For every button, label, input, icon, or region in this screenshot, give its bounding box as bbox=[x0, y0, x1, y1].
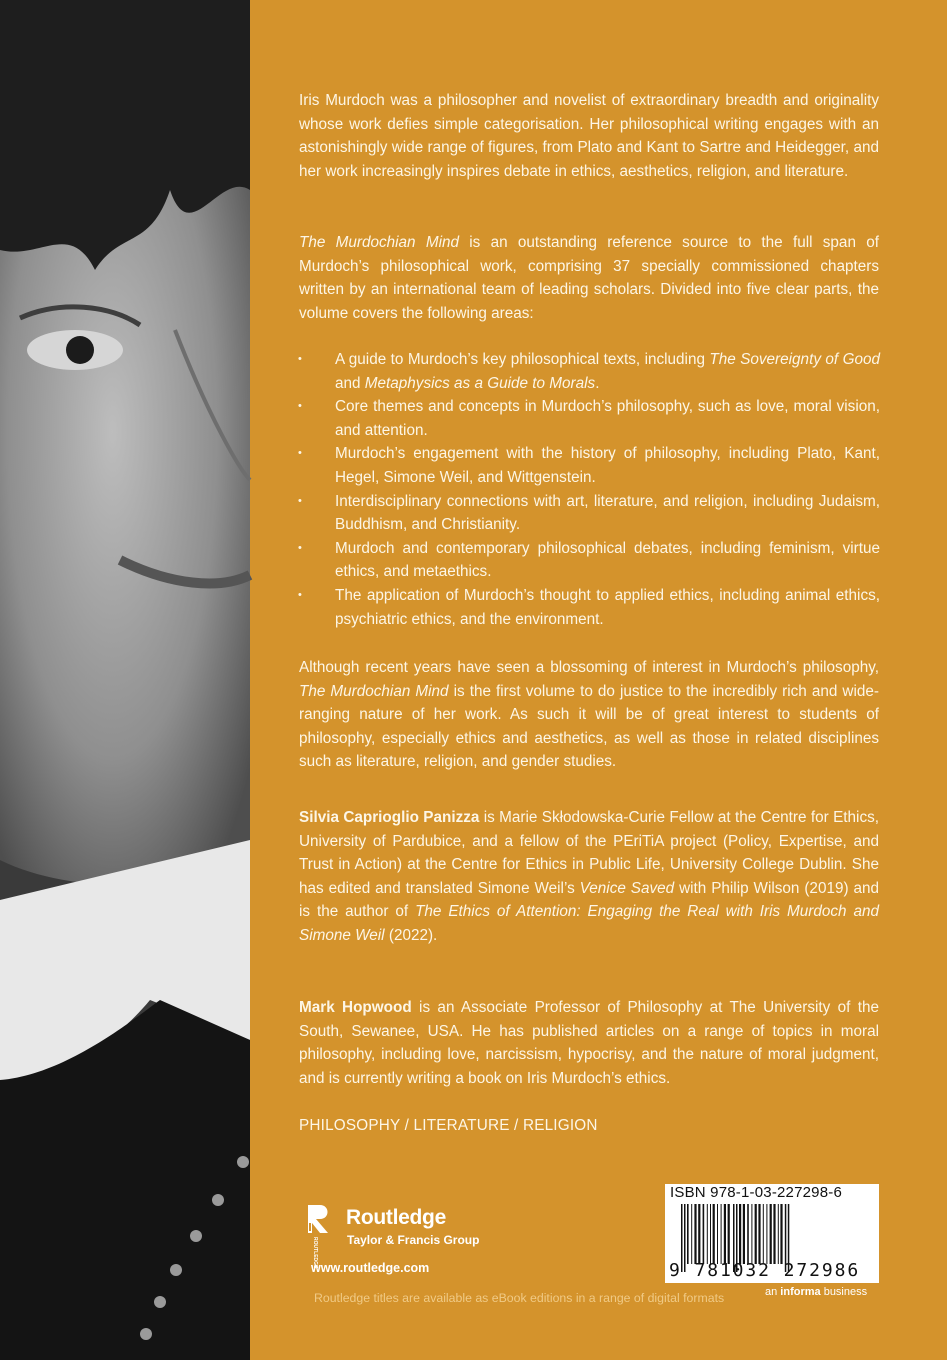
author-name: Mark Hopwood bbox=[299, 999, 412, 1016]
list-item: • A guide to Murdoch’s key philosophical texts, including The Sovereignty of Good and Metaphysics as a Guide to Morals. bbox=[290, 348, 880, 395]
barcode-bar bbox=[770, 1204, 772, 1264]
isbn-barcode bbox=[665, 1184, 879, 1283]
barcode-bar bbox=[751, 1204, 752, 1264]
routledge-logo-icon bbox=[306, 1203, 336, 1269]
publisher-group: Taylor & Francis Group bbox=[347, 1233, 480, 1247]
barcode-bar bbox=[707, 1204, 708, 1264]
barcode-digits: 9 781032 272986 bbox=[669, 1260, 861, 1281]
ebook-note: Routledge titles are available as eBook editions in a range of digital formats bbox=[314, 1291, 725, 1305]
list-item: • The application of Murdoch’s thought to applied ethics, including animal ethics, psychiatric ethics, and the environment. bbox=[290, 584, 880, 631]
list-item: • Murdoch and contemporary philosophical debates, including feminism, virtue ethics, and metaethics. bbox=[290, 537, 880, 584]
back-cover-text-panel bbox=[250, 0, 947, 1360]
book-title: The Murdochian Mind bbox=[299, 234, 459, 251]
barcode-bar bbox=[766, 1204, 767, 1264]
list-item: • Murdoch’s engagement with the history of philosophy, including Plato, Kant, Hegel, Simone Weil, and Wittgenstein. bbox=[290, 442, 880, 489]
barcode-bar bbox=[717, 1204, 718, 1264]
barcode-bar bbox=[728, 1204, 730, 1264]
logo-vertical-text: ROUTLEDGE bbox=[312, 1237, 318, 1269]
barcode-bar bbox=[698, 1204, 700, 1264]
author-bio-panizza: Silvia Caprioglio Panizza is Marie Skłodowska-Curie Fellow at the Centre for Ethics, University of Pardubice, and a fellow of the PEriTiA project (Policy, Expertise, and Trust in Action) at the Centre for Ethics in Public Life, University College Dublin. She has edited and translated Simone Weil’s Venice Saved with Philip Wilson (2019) and is the author of The Ethics of Attention: Engaging the Real with Iris Murdoch and Simone Weil (2022). bbox=[299, 809, 879, 944]
summary-paragraph: Although recent years have seen a blossoming of interest in Murdoch’s philosophy, The Murdochian Mind is the first volume to do justice to the incredibly rich and wide-ranging nature of her work. As such it will be of great interest to students of philosophy, especially ethics and aesthetics, as well as those in related disciplines such as literature, religion, and gender studies. bbox=[299, 659, 879, 771]
list-item: • Core themes and concepts in Murdoch’s philosophy, such as love, moral vision, and attention. bbox=[290, 395, 880, 442]
barcode-bar bbox=[691, 1204, 692, 1264]
barcode-bar bbox=[724, 1204, 726, 1264]
publisher-name: Routledge bbox=[346, 1206, 446, 1229]
author-name: Silvia Caprioglio Panizza bbox=[299, 809, 480, 826]
portrait-illustration bbox=[0, 0, 250, 1360]
subject-categories: PHILOSOPHY / LITERATURE / RELIGION bbox=[299, 1117, 598, 1134]
barcode-bar bbox=[780, 1204, 782, 1264]
author-bio-hopwood: Mark Hopwood is an Associate Professor of Philosophy at The University of the South, Sewanee, USA. He has published articles on a range of topics in moral philosophy, including love, narcissism, hypocrisy, and the nature of moral judgment, and is currently writing a book on Iris Murdoch’s ethics. bbox=[299, 999, 879, 1087]
barcode-bar bbox=[743, 1204, 745, 1264]
barcode-bar bbox=[703, 1204, 705, 1264]
barcode-bar bbox=[763, 1204, 764, 1264]
intro-paragraph: Iris Murdoch was a philosopher and novelist of extraordinary breadth and originality whose work defies simple categorisation. Her philosophical writing engages with an astonishingly wide range of figures, from Plato and Kant to Sartre and Heidegger, and her work increasingly inspires debate in ethics, aesthetics, religion, and literature. bbox=[299, 92, 879, 180]
cover-photo-portrait bbox=[0, 0, 250, 1360]
list-item: • Interdisciplinary connections with art, literature, and religion, including Judaism, Buddhism, and Christianity. bbox=[290, 490, 880, 537]
topics-list bbox=[290, 348, 880, 631]
barcode-bar bbox=[687, 1204, 689, 1264]
barcode-bar bbox=[778, 1204, 779, 1264]
barcode-bar bbox=[713, 1204, 715, 1264]
barcode-bar bbox=[710, 1204, 711, 1264]
overview-text: is an outstanding reference source to the full span of Murdoch’s philosophical work, comprising 37 specially commissioned chapters written by an international team of leading scholars. Divided into five clear parts, the volume covers the following areas: bbox=[299, 234, 879, 322]
overview-paragraph bbox=[299, 231, 879, 325]
barcode-bar bbox=[694, 1204, 696, 1264]
barcode-bar bbox=[747, 1204, 749, 1264]
publisher-website[interactable]: www.routledge.com bbox=[311, 1261, 430, 1275]
barcode-bar bbox=[739, 1204, 741, 1264]
barcode-bar bbox=[773, 1204, 775, 1264]
barcode-bar bbox=[758, 1204, 760, 1264]
informa-business-line: an informa business bbox=[765, 1286, 868, 1298]
barcode-bar bbox=[755, 1204, 757, 1264]
barcode-bar bbox=[721, 1204, 722, 1264]
isbn-label: ISBN 978-1-03-227298-6 bbox=[670, 1184, 843, 1201]
